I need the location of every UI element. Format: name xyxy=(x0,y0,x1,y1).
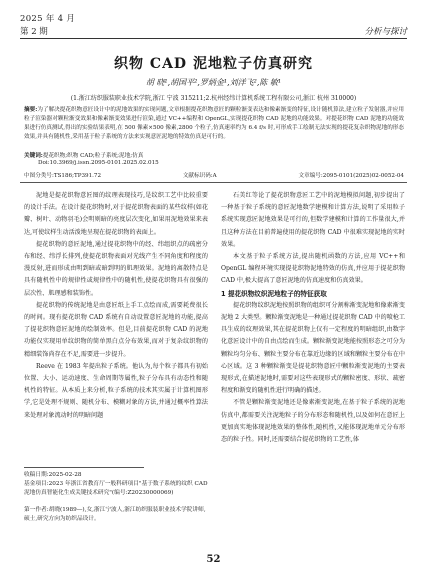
body-paragraph: 提花织物纹织泥地按照织物的组织可分割称渐变泥地和像素渐变泥地 2 大类型。颗粒渐变泥地是一种通过提花织物 CAD 中的喷枪工具生成的纹理效果,其在提花织物上仅有一定程度的明暗组织,由数字化意匠设计中的自由点绘而生成。颗粒渐变泥地能按照形态之可分为颗粒均匀分布、颗粒主要分布在靠近边缘的区域和颗粒主要分布在中心区域。这 3 种颗粒渐变是提花织物意匠中颗粒渐变泥地的主要表现形式,在描述泥地时,需要对这些表现形式的颗粒密度、形状、疏密程度和渐变的随机性进行明确的描述。 xyxy=(221,301,406,395)
abstract-text: 为了解决提花织物意匠设计中的泥地效果的实现问题,文章根据提花织物意匠的颗粒渐变表达和像素渐变的特征,设计随机算法,建立粒子发射器,并应用粒子渲染器对颗粒渐变效果和像素渐变效果进行渲染,通过 VC++编程和 OpenGL,实现提花织物 CAD 泥地的功能效果。对提花织物 CAD 泥地的功能效果进行仿真测试,得出的实验结果表明,在 500 像素×500 像素,2800 个粒子,仿真速率约为 6.4 f/s 时,可形成手工绘制无法实现的提花复杂织物泥地的形态效果,并具有随机性,采用基于粒子系统的方法来实现意匠泥地的特效仿真是可行的。 xyxy=(24,107,404,140)
article-number: 文章编号:2095-0101(2025)02-0052-04 xyxy=(298,173,404,179)
header-divider xyxy=(20,38,407,39)
body-paragraph: 本文基于粒子系统方法,提出随机函数的方法,应用 VC++和 OpenGL 编程环境实现提花织物泥地特效的仿真,并应用于提花织物 CAD 中,极大提高了意匠泥地的仿真速度和仿真效果。 xyxy=(221,253,405,285)
body-paragraph: Reeve 在 1983 年提出粒子系统。他认为,每个粒子都具有初始位置、大小、运动速度、生命周期等属性,粒子分布具有动态性和随机性的特征。从本质上来分析,粒子系统的技术其实属于计算机图形学,它是处理不规则、随机分布、模糊对象的方法,并通过概率性算法来处理对象流动时的明暗问题 xyxy=(24,362,208,419)
keywords-label: 关键词: xyxy=(24,153,43,159)
paper-title: 织物 CAD 泥地粒子仿真研究 xyxy=(114,56,313,72)
clc-number: 中图分类号:TS186;TP391.72 xyxy=(24,173,102,179)
header-issue: 第 2 期 xyxy=(20,27,48,37)
footnote-received: 收稿日期:2025-02-28 xyxy=(24,472,82,478)
body-paragraph: 提花织物的传统泥地是由意匠纸上手工点绘而成,需要耗费很长的时间。现有提花织物 CAD 系统有自动设置意匠泥地的功能,提高了提花织物意匠泥地的绘制效率。但是,目前提花织物 CAD 的泥地功能仅实现用单纹织物的简单黑白点分布效果,而对于复杂纹织物的精细装饰尚存在不足,需要进一步提升。 xyxy=(24,301,208,358)
author-list: 胡 晓¹,胡国平²,罗炳金¹,刘洋飞²,陈 敏¹ xyxy=(145,78,282,87)
footnote-fund: 基金项目:2023 年浙江省教育厅一般科研项目"基于数子系统的纹织 CAD 泥地仿真智能化生成关键技术研究"(编号:Z20230000069) xyxy=(24,481,208,496)
doi: Doi:10.3969/j.issn.2095-0101.2025.02.015 xyxy=(38,160,159,166)
footnote-author: 第一作者:胡晓(1989—),女,浙江宁波人,浙江纺织服装职业技术学院讲师,硕士,研究方向为纺织品设计。 xyxy=(24,507,206,522)
header-year-month: 2025 年 4 月 xyxy=(20,14,76,24)
document-code: 文献标识码:A xyxy=(182,173,217,179)
body-paragraph: 提花织物的意匠泥地,通过提花织物中的经、纬组织点的疏密分布和经、纬浮长排列,使提花织物表面对光线产生不同角度和程度的漫反射,进而形成由明到暗或暗到明的肌理效果。泥地的离散特点是具有随机性中的规律性或规律性中的随机性,使提花织物具有很强的层次性、肌理感和装饰性。 xyxy=(24,240,208,297)
body-paragraph: 不管是颗粒渐变泥地还是像素渐变泥地,在基于粒子系统的泥地仿真中,都需要关注泥地粒子的分布形态和随机性,以及如何在意匠上更加真实地体现泥地效果的整体性,随机性,又能体现泥地单元分布形态的粒子性。同时,还需要结合提花织物的工艺性,体 xyxy=(221,399,405,444)
footnote-divider xyxy=(24,467,144,468)
classification-meta xyxy=(24,171,404,179)
abstract xyxy=(24,106,404,142)
abstract-label: 摘要: xyxy=(24,107,38,113)
header-section: 分析与探讨 xyxy=(364,27,407,37)
body-paragraph: 泥地是提花织物意匠图的纹理表现技巧,是纹织工艺中比较重要的设计手法。在设计提花织物时,对于提花织物表面的某些纹样(如花瓣、树叶、动物羽毛)会明则暗的亮度层次变化,如果用泥地效果来表达,可使纹样生动活泼地呈现在提花织物的表面上。 xyxy=(24,192,208,236)
keywords xyxy=(24,151,404,159)
abstract-divider xyxy=(20,182,407,183)
keywords-text: 提花织物;织物 CAD;粒子系统;泥地;仿真 xyxy=(42,153,144,159)
affiliation: (1.浙江纺织服装职业技术学院,浙江 宁波 315211;2.杭州经纬计算机系统工程有限公司,浙江 杭州 310000) xyxy=(70,95,357,102)
section-heading: 1 提花织物纹织泥地粒子的特征获取 xyxy=(221,289,327,298)
page-number: 52 xyxy=(206,554,221,565)
body-column-left xyxy=(24,190,208,422)
body-column-right xyxy=(221,190,405,446)
body-paragraph: 石美红等论了提花织物意匠工艺中的泥地模拟问题,初步提出了一种基于粒子系统的意匠泥地数学建模和计算方法,说明了采用粒子系统实现意匠泥地效果是可行的,但数学建模和计算的工作量很大,并且这种方法在目前普遍使用的提花织物 CAD 中很难实现泥地的实时效果。 xyxy=(221,192,405,248)
